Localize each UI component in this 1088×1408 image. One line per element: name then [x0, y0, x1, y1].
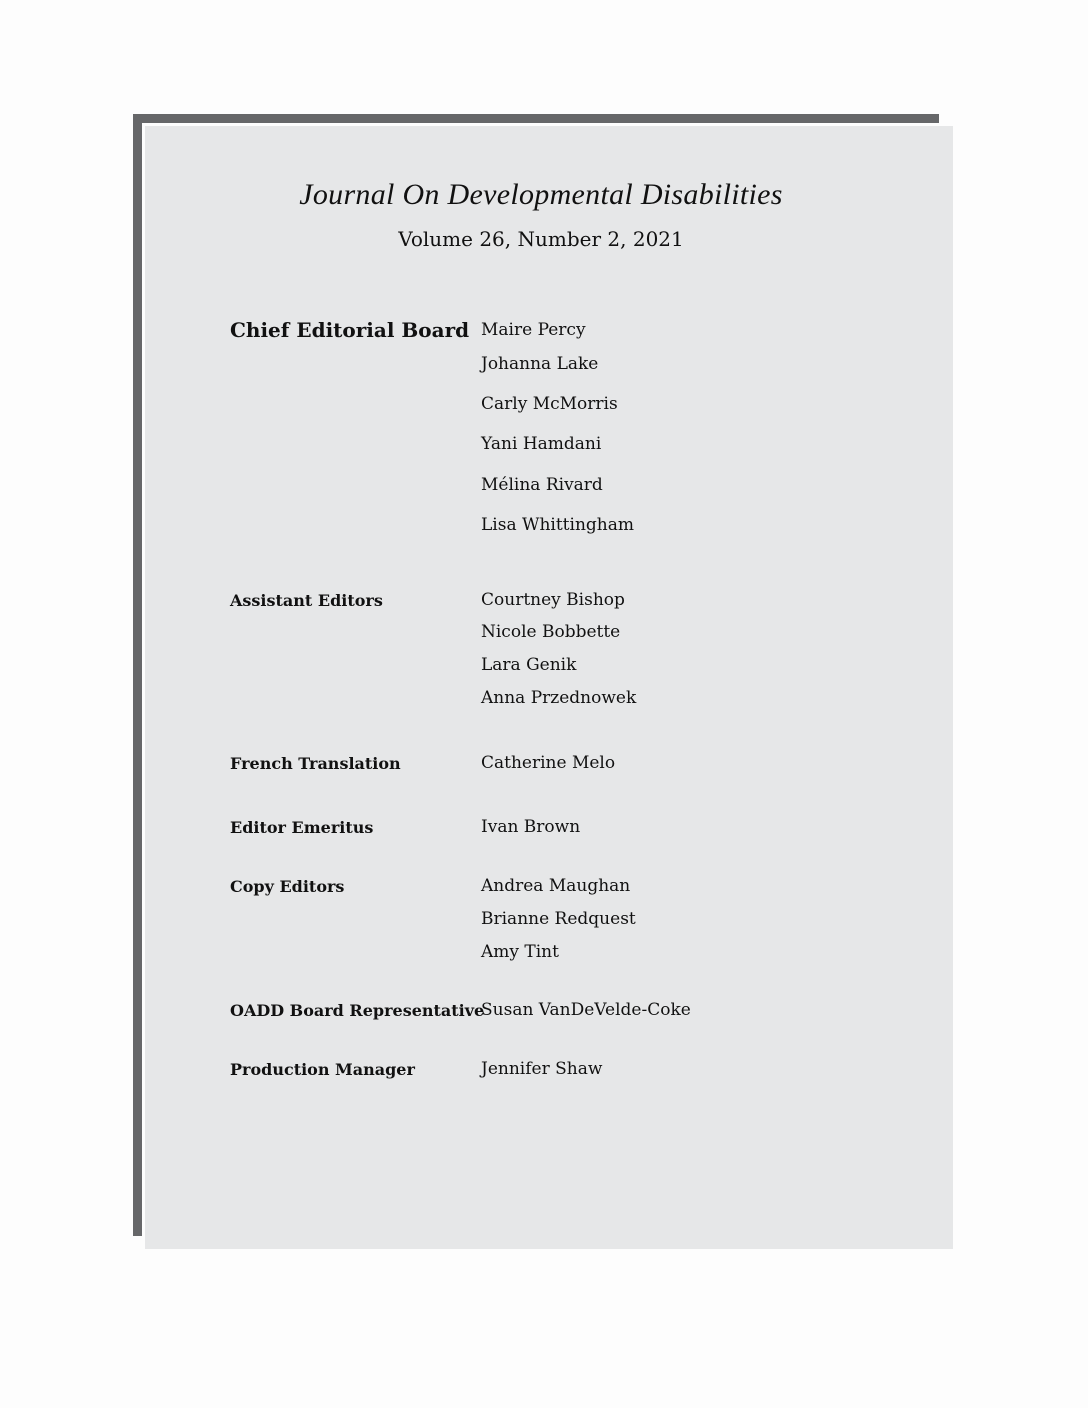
editor-name: Mélina Rivard — [481, 475, 603, 495]
journal-title: Journal On Developmental Disabilities — [299, 178, 783, 211]
editor-name: Carly McMorris — [481, 394, 618, 414]
role-editor-emeritus: Editor Emeritus — [230, 818, 374, 837]
editor-name: Maire Percy — [481, 320, 586, 340]
role-assistant-editors: Assistant Editors — [230, 591, 383, 610]
editor-name: Amy Tint — [481, 942, 559, 962]
editor-name: Susan VanDeVelde-Coke — [481, 1000, 691, 1020]
frame-left-border — [133, 114, 142, 1236]
editor-name: Courtney Bishop — [481, 590, 625, 610]
editor-name: Johanna Lake — [481, 354, 599, 374]
editor-name: Andrea Maughan — [481, 876, 631, 896]
editor-name: Lisa Whittingham — [481, 515, 634, 535]
editor-name: Catherine Melo — [481, 753, 616, 773]
issue-info: Volume 26, Number 2, 2021 — [398, 227, 684, 251]
editor-name: Brianne Redquest — [481, 909, 636, 929]
editor-name: Jennifer Shaw — [481, 1059, 603, 1079]
role-chief-editorial-board: Chief Editorial Board — [230, 318, 470, 342]
role-copy-editors: Copy Editors — [230, 877, 345, 896]
role-french-translation: French Translation — [230, 754, 401, 773]
editor-name: Yani Hamdani — [481, 434, 602, 454]
frame-top-border — [133, 114, 939, 123]
role-production-manager: Production Manager — [230, 1060, 415, 1079]
editor-name: Lara Genik — [481, 655, 577, 675]
editor-name: Anna Przednowek — [481, 688, 637, 708]
editor-name: Nicole Bobbette — [481, 622, 621, 642]
editor-name: Ivan Brown — [481, 817, 581, 837]
role-oadd-board-representative: OADD Board Representative — [230, 1001, 485, 1020]
